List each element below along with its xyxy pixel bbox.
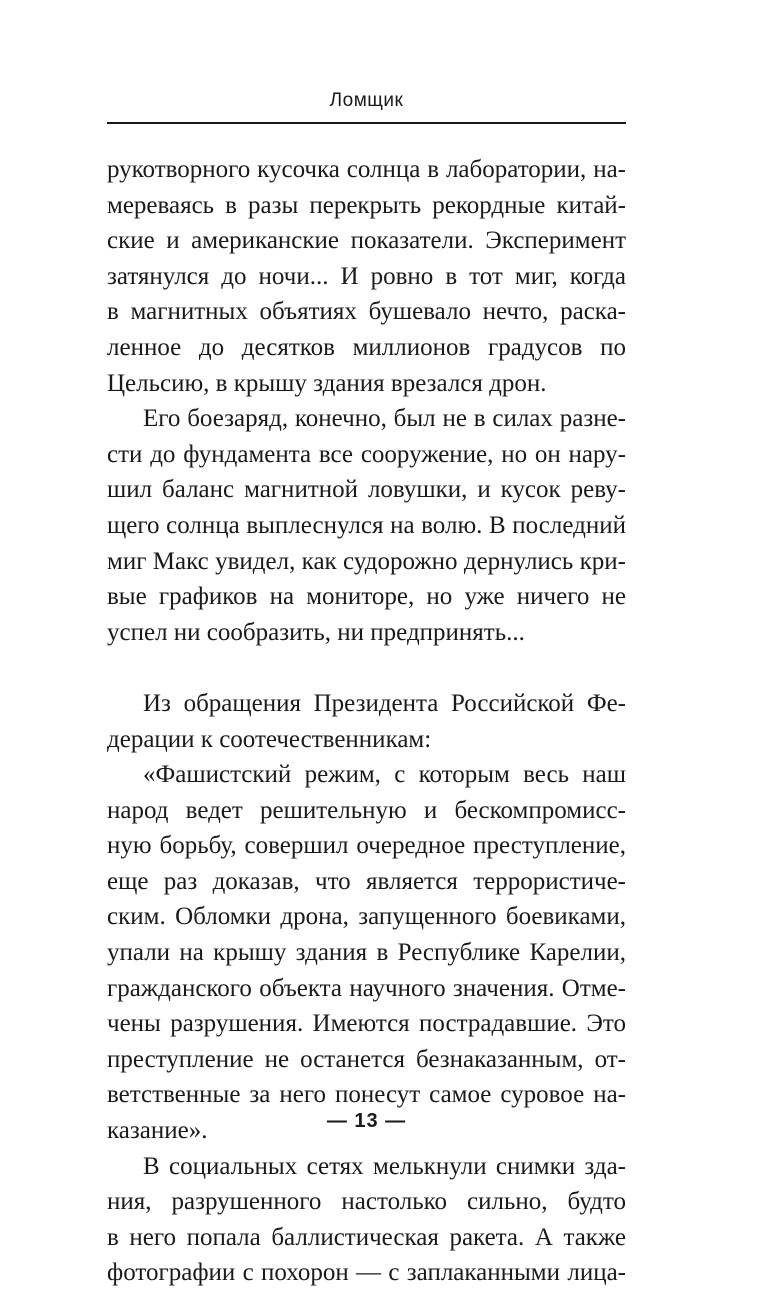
text-line: чены разрушения. Имеются пострадавшие. Это	[107, 1010, 626, 1038]
text-line: упали на крышу здания в Республике Карелии,	[107, 939, 626, 967]
text-line: казание».	[107, 1117, 208, 1145]
paragraph	[107, 686, 626, 757]
paragraph	[107, 1149, 626, 1291]
text-line: щего солнца выплеснулся на волю. В последний	[107, 511, 626, 539]
text-line: ния, разрушенного настолько сильно, будто	[107, 1188, 626, 1216]
text-line: ленное до десятков миллионов градусов по	[107, 333, 626, 361]
text-line: мереваясь в разы перекрыть рекордные китай-	[107, 191, 626, 219]
paragraph	[107, 152, 626, 401]
text-line: затянулся до ночи... И ровно в тот миг, когда	[107, 262, 626, 290]
text-line: ветственные за него понесут самое суровое на-	[107, 1081, 626, 1109]
text-line: преступление не останется безнаказанным, от-	[107, 1045, 626, 1073]
quotation-paragraph	[107, 757, 626, 1149]
text-line: еще раз доказав, что является террористиче-	[107, 867, 626, 895]
text-line: фотографии с похорон — с заплаканными лица-	[107, 1259, 626, 1287]
paragraph	[107, 401, 626, 650]
text-line: «Фашистский режим, с которым весь наш	[143, 761, 626, 789]
text-line: успел ни сообразить, ни предпринять...	[107, 618, 525, 646]
text-line: народ ведет решительную и бескомпромисс-	[107, 796, 626, 824]
text-line: ную борьбу, совершил очередное преступление,	[107, 832, 626, 860]
text-line: ские и американские показатели. Эксперимент	[107, 227, 626, 255]
text-line: сти до фундамента все сооружение, но он нару-	[107, 440, 626, 468]
page-number: — 13 —	[326, 1110, 407, 1132]
text-line: Его боезаряд, конечно, был не в силах разне-	[143, 405, 626, 433]
text-line: рукотворного кусочка солнца в лаборатории, на-	[107, 156, 626, 183]
section-break	[107, 650, 626, 686]
header-rule	[107, 122, 626, 124]
text-line: Из обращения Президента Российской Фе-	[143, 689, 626, 717]
text-line: гражданского объекта научного значения. Отме-	[107, 974, 626, 1002]
text-line: В социальных сетях мелькнули снимки зда-	[143, 1152, 626, 1180]
text-line: ским. Обломки дрона, запущенного боевиками,	[107, 903, 626, 931]
running-header: Ломщик	[329, 90, 404, 111]
text-line: миг Макс увидел, как судорожно дернулись кри-	[107, 547, 626, 575]
text-line: дерации к соотечественникам:	[107, 725, 432, 753]
text-line: Цельсию, в крышу здания врезался дрон.	[107, 369, 547, 397]
text-line: вые графиков на мониторе, но уже ничего не	[107, 583, 626, 611]
text-line: в магнитных объятиях бушевало нечто, раска-	[107, 298, 626, 326]
text-line: в него попала баллистическая ракета. А также	[107, 1223, 626, 1251]
text-line: шил баланс магнитной ловушки, и кусок реву-	[107, 476, 626, 504]
